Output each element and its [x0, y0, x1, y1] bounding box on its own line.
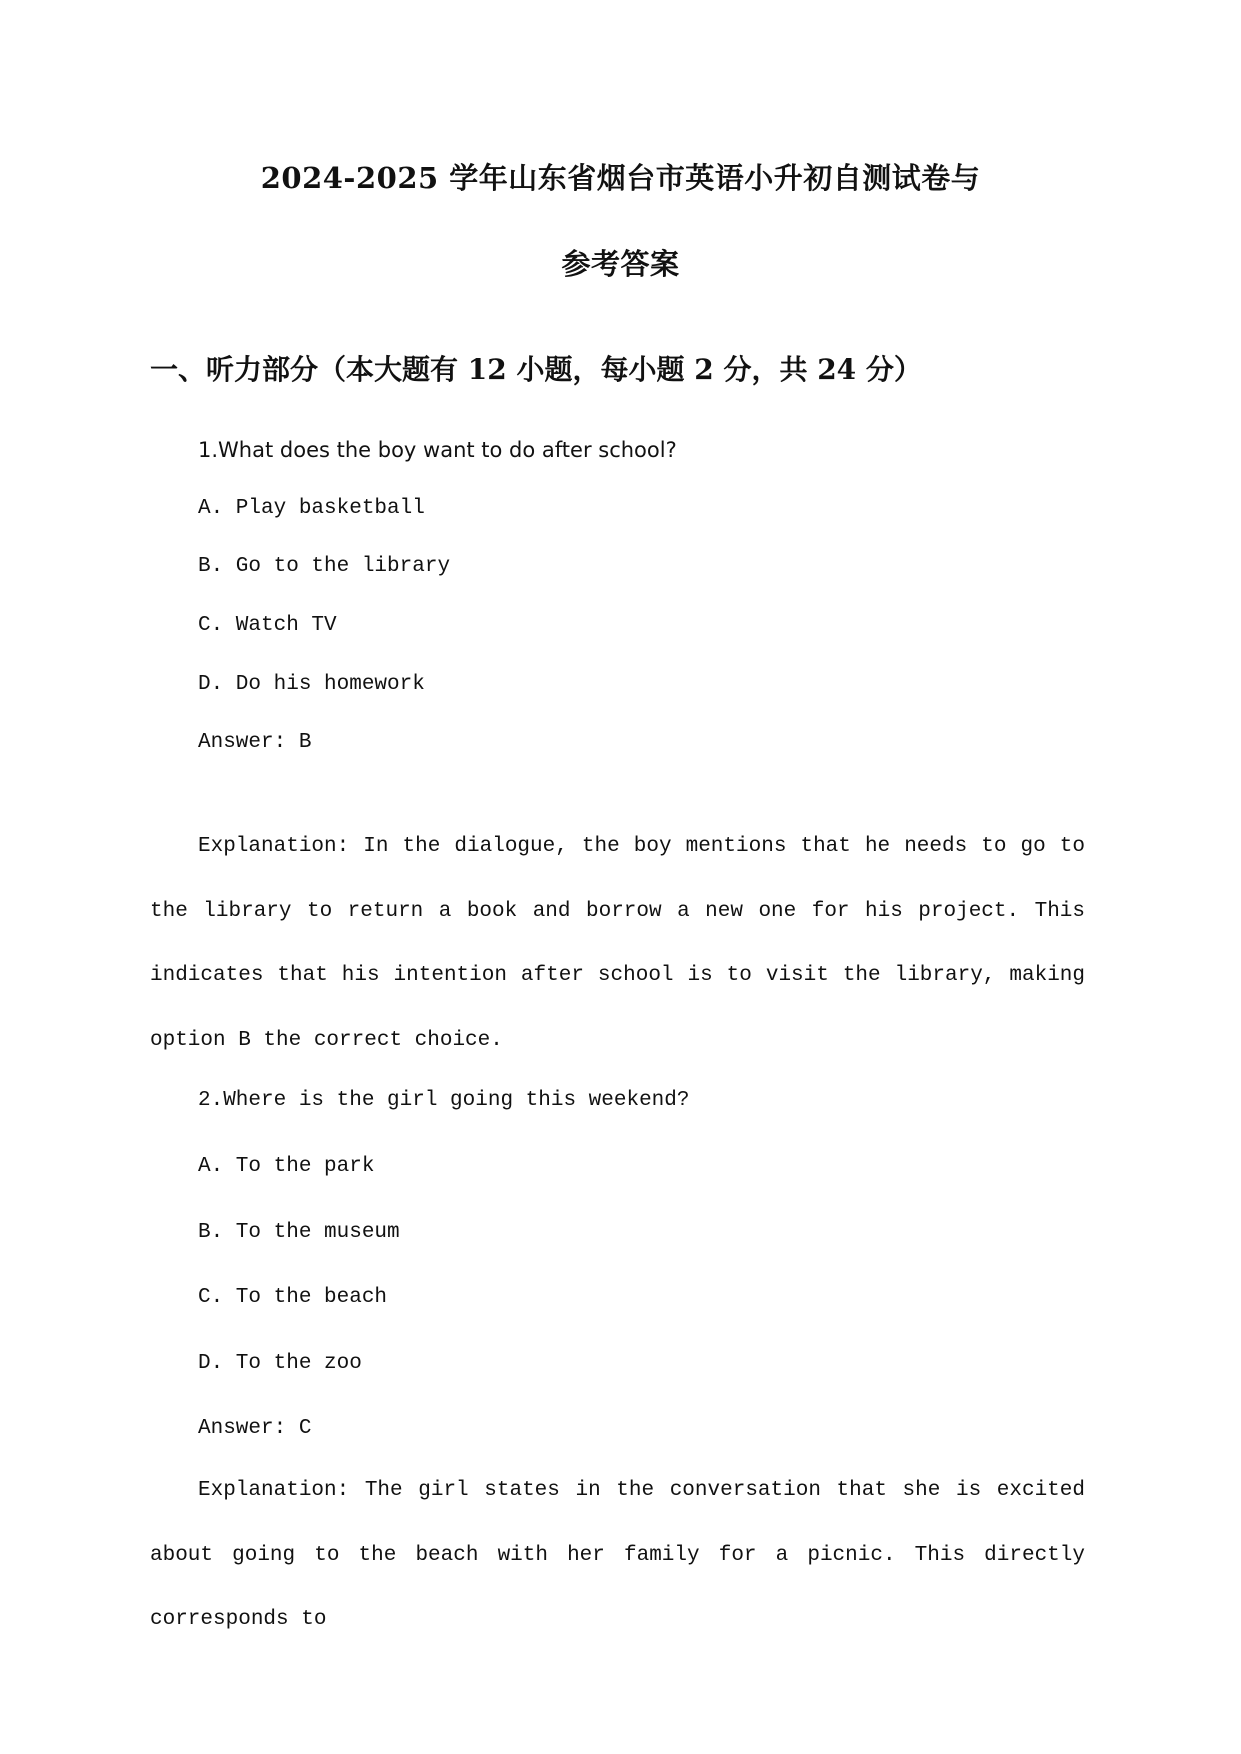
document-title-line-2: 参考答案	[561, 247, 680, 281]
question-1-option-a: A. Play basketball	[198, 497, 425, 520]
question-2-option-d: D. To the zoo	[198, 1352, 362, 1375]
question-1-option-b: B. Go to the library	[198, 555, 451, 578]
question-2-option-c: C. To the beach	[198, 1286, 388, 1309]
question-1-option-d: D. Do his homework	[198, 673, 425, 696]
question-1-option-c: C. Watch TV	[198, 614, 337, 637]
question-2-option-a: A. To the park	[198, 1155, 375, 1178]
document-title-line-1: 2024-2025 学年山东省烟台市英语小升初自测试卷与	[260, 161, 981, 195]
question-1-answer: Answer: B	[198, 731, 312, 754]
section-heading: 一、听力部分（本大题有 12 小题，每小题 2 分，共 24 分）	[150, 353, 922, 386]
question-2-option-b: B. To the museum	[198, 1221, 400, 1244]
question-1-prompt: 1.What does the boy want to do after school?	[198, 438, 677, 462]
question-2-prompt: 2.Where is the girl going this weekend?	[198, 1089, 690, 1112]
question-1-explanation: Explanation: In the dialogue, the boy mentions that he needs to go to the library to return a book and borrow a new one for his project. This indicates that his intention after school is to visit the library, making option B the correct choice.	[150, 835, 1085, 1052]
question-2-answer: Answer: C	[198, 1417, 312, 1440]
question-2-explanation: Explanation: The girl states in the conversation that she is excited about going to the beach with her family for a picnic. This directly corresponds to	[150, 1479, 1085, 1631]
